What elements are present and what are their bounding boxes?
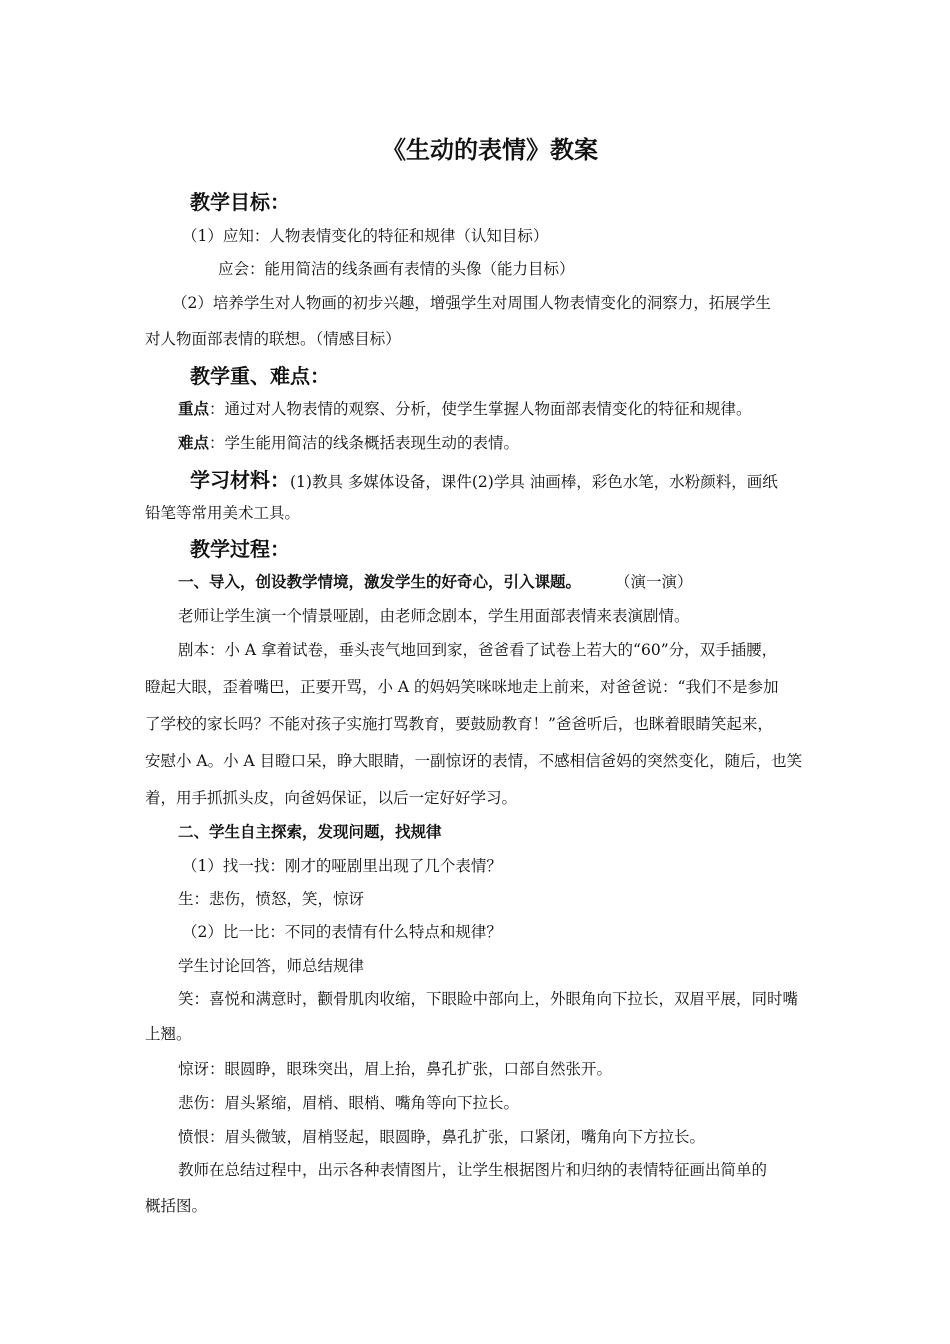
process-heading: 教学过程：: [190, 537, 290, 561]
key-points-heading: 教学重、难点：: [190, 364, 330, 388]
difficulty-line: [178, 432, 519, 454]
script-line-2: 瞪起大眼，歪着嘴巴，正要开骂，小 A 的妈妈笑咪咪地走上前来，对爸爸说：“我们不是参加: [145, 678, 779, 696]
objective-line-3: （2）培养学生对人物画的初步兴趣，增强学生对周围人物表情变化的洞察力，拓展学生: [172, 294, 771, 312]
section-2-title: 二、学生自主探索，发现问题，找规律: [178, 823, 442, 841]
section-1-note: （演一演）: [615, 573, 693, 591]
surprise-line: 惊讶：眼圆睁，眼珠突出，眉上抬，鼻孔扩张，口部自然张开。: [178, 1060, 613, 1078]
objective-line-2: 应会：能用简洁的线条画有表情的头像（能力目标）: [218, 260, 575, 278]
sad-line: 悲伤：眉头紧缩，眉梢、眼梢、嘴角等向下拉长。: [178, 1094, 520, 1112]
answer-2: 学生讨论回答，师总结规律: [178, 957, 365, 975]
section-1-title: 一、导入，创设教学情境，激发学生的好奇心，引入课题。: [178, 573, 582, 591]
difficulty-text: ：学生能用简洁的线条概括表现生动的表情。: [209, 434, 520, 452]
angry-line: 愤恨：眉头微皱，眉梢竖起，眼圆睁，鼻孔扩张，口紧闭，嘴角向下方拉长。: [178, 1128, 706, 1146]
smile-line-2: 上翘。: [145, 1025, 192, 1043]
answer-1: 生：悲伤，愤怒，笑，惊讶: [178, 890, 365, 908]
script-line-3: 了学校的家长吗？不能对孩子实施打骂教育，要鼓励教育！”爸爸听后，也眯着眼睛笑起来，: [145, 715, 773, 733]
materials-heading: 学习材料：: [190, 468, 290, 492]
materials-line-2: 铅笔等常用美术工具。: [145, 504, 301, 522]
summary-line-1: 教师在总结过程中，出示各种表情图片，让学生根据图片和归纳的表情特征画出简单的: [178, 1161, 768, 1179]
script-line-4: 安慰小 A。小 A 目瞪口呆，睁大眼睛，一副惊讶的表情，不感相信爸妈的突然变化，随后，也笑: [145, 752, 803, 770]
key-point-text: ：通过对人物表情的观察、分析，使学生掌握人物面部表情变化的特征和规律。: [209, 400, 752, 418]
key-point-line: [178, 398, 752, 420]
key-point-label: 重点: [178, 400, 210, 418]
difficulty-label: 难点: [178, 434, 210, 452]
question-2: （2）比一比：不同的表情有什么特点和规律？: [182, 923, 502, 941]
objectives-heading: 教学目标：: [190, 190, 290, 214]
document-title: 《生动的表情》教案: [382, 136, 598, 164]
materials-line-1: [190, 466, 778, 496]
question-1: （1）找一找：刚才的哑剧里出现了几个表情？: [182, 857, 502, 875]
section-1-line: [178, 571, 693, 593]
summary-line-2: 概括图。: [145, 1197, 208, 1215]
objective-line-4: 对人物面部表情的联想。（情感目标）: [145, 330, 401, 348]
smile-line-1: 笑：喜悦和满意时，颧骨肌肉收缩，下眼睑中部向上，外眼角向下拉长，双眉平展，同时嘴: [178, 990, 799, 1008]
script-line-1: 剧本：小 A 拿着试卷，垂头丧气地回到家，爸爸看了试卷上若大的“60”分，双手插腰，: [178, 641, 778, 659]
materials-text-1: (1)教具 多媒体设备，课件(2)学具 油画棒，彩色水笔，水粉颜料，画纸: [290, 473, 778, 491]
objective-line-1: （1）应知：人物表情变化的特征和规律（认知目标）: [182, 227, 549, 245]
script-line-5: 着，用手抓抓头皮，向爸妈保证，以后一定好好学习。: [145, 789, 518, 807]
paragraph-1: 老师让学生演一个情景哑剧，由老师念剧本，学生用面部表情来表演剧情。: [178, 607, 690, 625]
